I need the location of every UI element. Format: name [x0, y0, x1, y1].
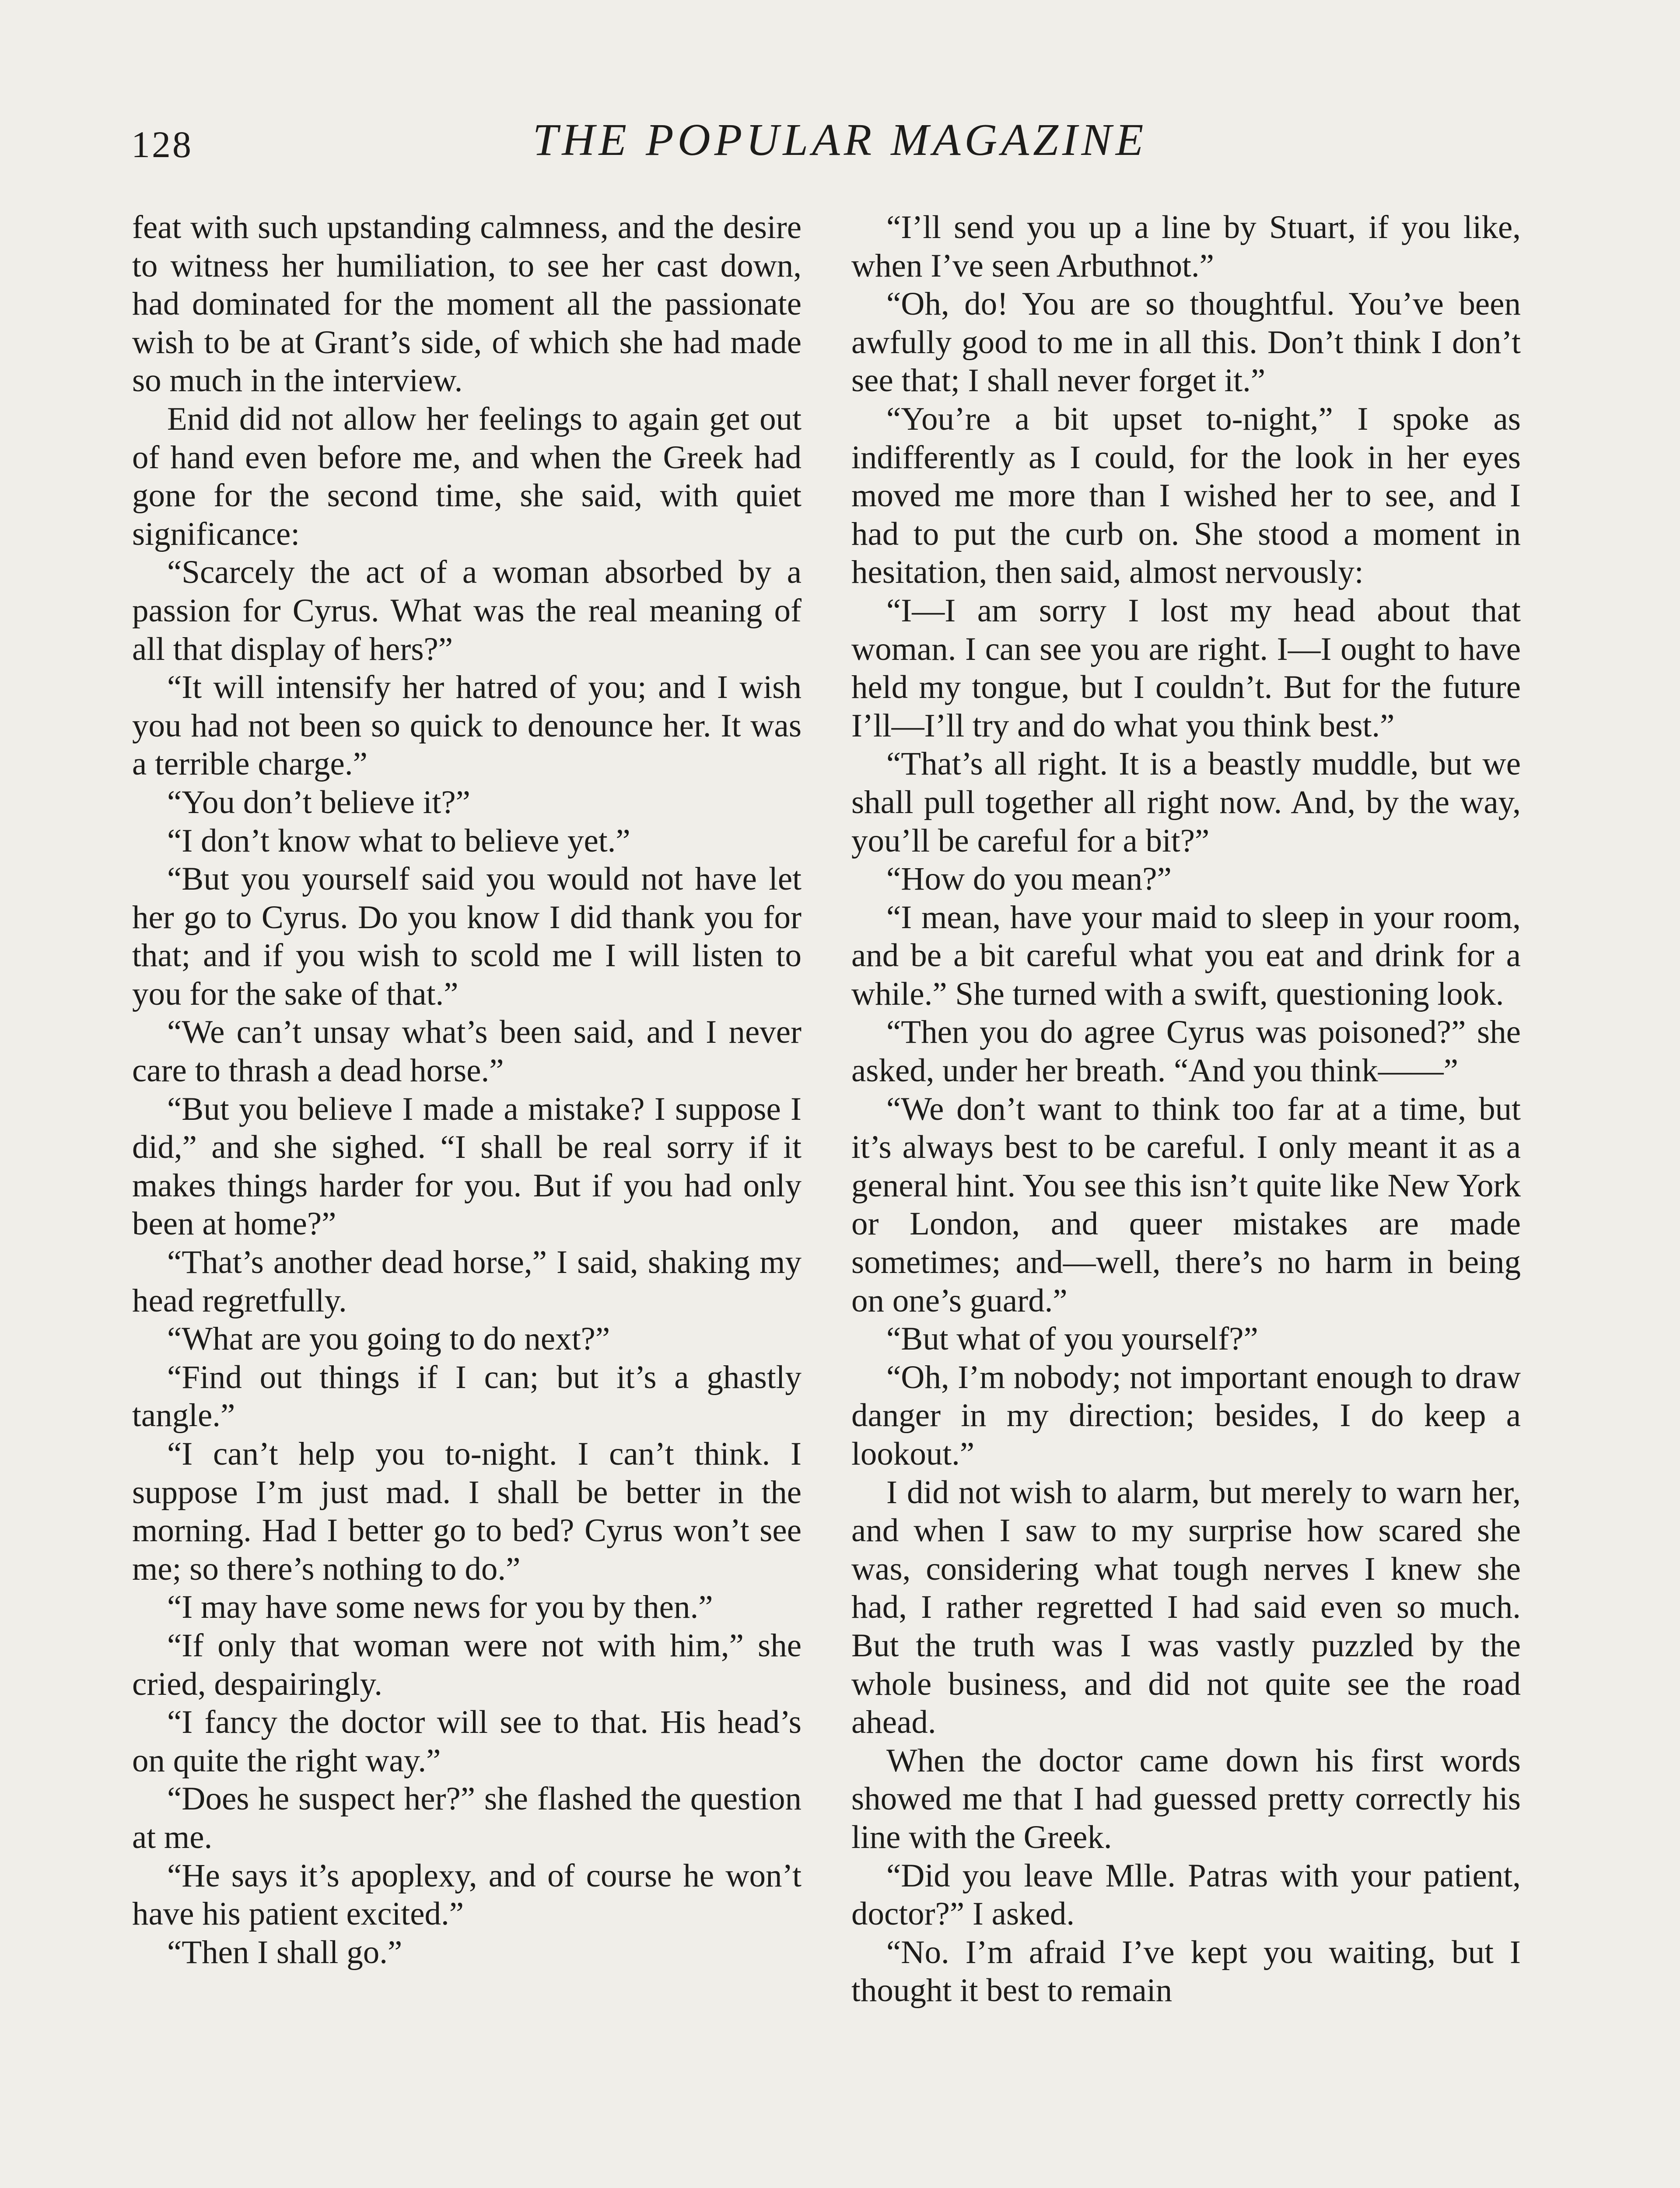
paragraph: “What are you going to do next?”: [167, 1321, 610, 1357]
paragraph: “It will intensify her hatred of you; and I wish you had not been so quick to denounce her. It was a terrible charge.”: [132, 669, 802, 782]
paragraph: “I don’t know what to believe yet.”: [167, 822, 630, 859]
paragraph: “Then I shall go.”: [167, 1934, 402, 1971]
paragraph: “I fancy the doctor will see to that. His head’s on quite the right way.”: [132, 1704, 802, 1779]
paragraph: “Did you leave Mlle. Patras with your patient, doctor?” I asked.: [851, 1857, 1521, 1932]
paragraph: “Oh, I’m nobody; not important enough to draw danger in my direction; besides, I do keep a lookout.”: [851, 1359, 1521, 1472]
paragraph: “But you believe I made a mistake? I suppose I did,” and she sighed. “I shall be real sorry if it makes things harder for you. But if you had only been at home?”: [132, 1090, 802, 1242]
page-number: 128: [131, 123, 193, 165]
left-column: [132, 208, 802, 2188]
paragraph: “That’s all right. It is a beastly muddle, but we shall pull together all right now. And, by the way, you’ll be careful for a bit?”: [851, 746, 1521, 859]
paragraph: “I may have some news for you by then.”: [167, 1589, 713, 1626]
paragraph: “You don’t believe it?”: [167, 784, 470, 820]
paragraph: “Scarcely the act of a woman absorbed by a passion for Cyrus. What was the real meaning of all that display of hers?”: [132, 554, 802, 667]
paragraph: “Does he suspect her?” she flashed the question at me.: [132, 1781, 802, 1855]
paragraph: “But what of you yourself?”: [886, 1321, 1258, 1357]
paragraph: “Then you do agree Cyrus was poisoned?” she asked, under her breath. “And you think——”: [851, 1014, 1521, 1089]
paragraph: “No. I’m afraid I’ve kept you waiting, but I thought it best to remain: [851, 1934, 1521, 2009]
paragraph: I did not wish to alarm, but merely to warn her, and when I saw to my surprise how scared she was, considering what tough nerves I knew she had, I rather regretted I had said even so much. But the truth was I was vastly puzzled by the whole business, and did not quite see the road ahead.: [851, 1474, 1521, 1741]
paragraph: “He says it’s apoplexy, and of course he won’t have his patient excited.”: [132, 1857, 802, 1932]
paragraph: “How do you mean?”: [886, 861, 1172, 898]
paragraph: “I mean, have your maid to sleep in your room, and be a bit careful what you eat and drink for a while.” She turned with a swift, questioning look.: [851, 899, 1521, 1012]
paragraph: “I—I am sorry I lost my head about that woman. I can see you are right. I—I ought to have held my tongue, but I couldn’t. But for the future I’ll—I’ll try and do what you think best.”: [851, 592, 1521, 744]
right-column: [851, 208, 1521, 2188]
page-header: [0, 114, 1680, 179]
paragraph: Enid did not allow her feelings to again get out of hand even before me, and when the Greek had gone for the second time, she said, with quiet significance:: [132, 400, 802, 552]
running-head: THE POPULAR MAGAZINE: [532, 115, 1148, 165]
paragraph: When the doctor came down his first words showed me that I had guessed pretty correctly his line with the Greek.: [851, 1742, 1521, 1855]
paragraph: “We don’t want to think too far at a time, but it’s always best to be careful. I only meant it as a general hint. You see this isn’t quite like New York or London, and queer mistakes are made sometimes; and—well, there’s no harm in being on one’s guard.”: [851, 1090, 1521, 1319]
paragraph: “You’re a bit upset to-night,” I spoke as indifferently as I could, for the look in her eyes moved me more than I wished her to see, and I had to put the curb on. She stood a moment in hesitation, then said, almost nervously:: [851, 400, 1521, 591]
paragraph: “Find out things if I can; but it’s a ghastly tangle.”: [132, 1359, 802, 1434]
paragraph: feat with such upstanding calmness, and the desire to witness her humiliation, to see her cast down, had dominated for the moment all the passionate wish to be at Grant’s side, of which she had made so much in the interview.: [132, 209, 802, 399]
paragraph: “If only that woman were not with him,” she cried, despairingly.: [132, 1627, 802, 1702]
paragraph: “Oh, do! You are so thoughtful. You’ve been awfully good to me in all this. Don’t think I don’t see that; I shall never forget it.”: [851, 286, 1521, 399]
paragraph: “I’ll send you up a line by Stuart, if you like, when I’ve seen Arbuthnot.”: [851, 209, 1521, 284]
paragraph: “We can’t unsay what’s been said, and I never care to thrash a dead horse.”: [132, 1014, 802, 1089]
paragraph: “I can’t help you to-night. I can’t think. I suppose I’m just mad. I shall be better in the morning. Had I better go to bed? Cyrus won’t see me; so there’s nothing to do.”: [132, 1436, 802, 1587]
paragraph: “But you yourself said you would not have let her go to Cyrus. Do you know I did thank you for that; and if you wish to scold me I will listen to you for the sake of that.”: [132, 861, 802, 1012]
paragraph: “That’s another dead horse,” I said, shaking my head regretfully.: [132, 1244, 802, 1319]
